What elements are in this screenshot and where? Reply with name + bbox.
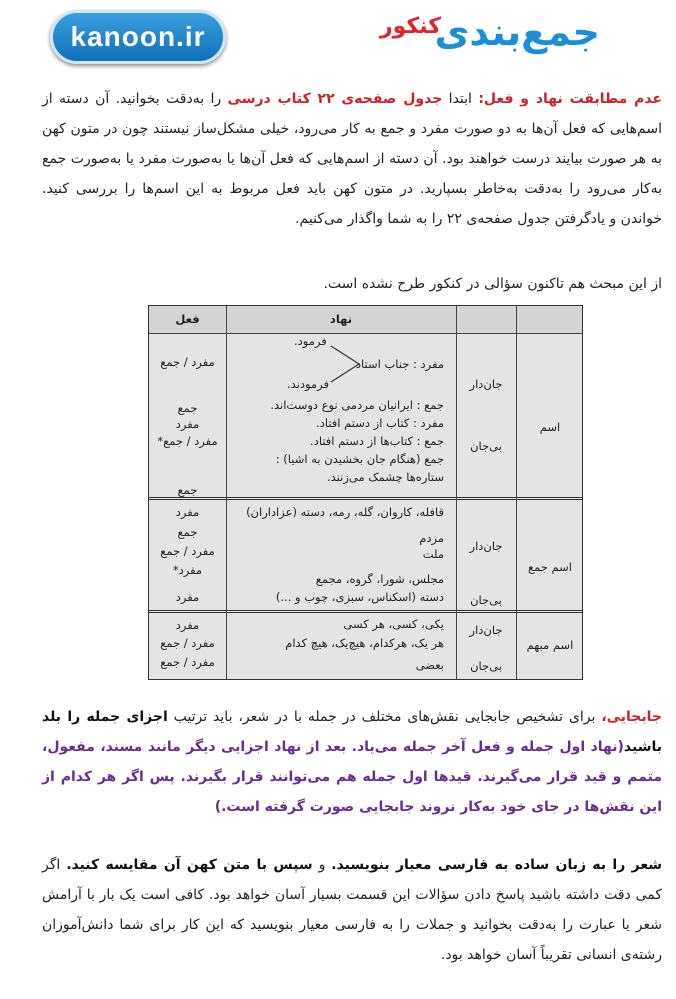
verb-cell: مفرد / جمع <box>160 544 215 558</box>
nahad-line: مردم <box>419 531 444 545</box>
agreement-table <box>148 305 583 680</box>
nahad-line: بعضی <box>415 658 444 672</box>
nahad-line: هر یک، هرکدام، هیچ‌یک، هیچ کدام <box>285 636 444 650</box>
heading-text: جابجایی، <box>601 709 663 725</box>
nahad-line: فرمودند. <box>287 377 329 391</box>
verb-cell: مفرد <box>175 417 200 431</box>
text: برای تشخیص جابجایی نقش‌های مختلف در جمله با در شعر، باید ترتیب <box>167 709 602 725</box>
nahad-line: دسته (اسکناس، سبزی، چوب و ...) <box>275 590 444 604</box>
nahad-line: مجلس، شورا، گروه، مجمع <box>315 572 444 586</box>
verb-cell: مفرد <box>175 618 200 632</box>
verb-cell: جمع <box>177 483 198 497</box>
bold-text: اجزای جمله را بلد باشید <box>42 709 662 755</box>
header-nahad: نهاد <box>329 312 353 326</box>
paragraph-displacement <box>42 702 662 822</box>
brand-main: جمع‌بندی <box>434 10 600 54</box>
brand-accent: کنکور <box>380 14 442 39</box>
verb-cell: جمع <box>177 401 198 415</box>
header-fil: فعل <box>175 312 200 326</box>
inanimate-label: بی‌جان <box>470 439 502 453</box>
bold-text: شعر را به زبان ساده به فارسی معیار بنویسید. <box>331 857 662 873</box>
verb-cell: مفرد / جمع <box>160 355 215 369</box>
nahad-line: فرمود. <box>294 334 327 348</box>
paragraph-paraphrase <box>42 850 662 970</box>
brand-title <box>380 6 610 66</box>
text: را به‌دقت بخوانید. آن دسته از اسم‌هایی که فعل آن‌ها به دو صورت مفرد و جمع به کار می‌رود، خیلی مشکل‌ساز نیستند چون در متون کهن به هر صورت بیایند درست خواهند بود. آن دسته از اسم‌هایی که فعل آن‌ها یا به‌صورت مفرد یا به‌صورت جمع به‌کار می‌رود را به‌دقت به‌خاطر بسپارید. در متون کهن باید فعل مربوط به این اسم‌ها را بررسی کنید. خواندن و یادگرفتن جدول صفحه‌ی ۲۲ را به شما واگذار می‌کنیم. <box>42 91 662 227</box>
animate-label: جان‌دار <box>469 377 503 391</box>
verb-cell: مفرد / جمع <box>160 655 215 669</box>
verb-cell: مفرد <box>175 505 200 519</box>
text: اگر کمی دقت داشته باشید پاسخ دادن سؤالات این قسمت بسیار آسان خواهد بود. کافی است یک بار با آرامش شعر یا عبارت را به‌دقت بخوانید و جملات را به فارسی معیار بنویسید که این کار برای شما دانش‌آموزان رشته‌ی انسانی تقریباً آسان خواهد بود. <box>42 857 662 963</box>
animate-label: جان‌دار <box>469 539 503 553</box>
nahad-line: ملت <box>422 547 444 561</box>
text: و <box>312 857 332 873</box>
paragraph-note: از این مبحث هم تاکنون سؤالی در کنکور طرح نشده است. <box>323 276 662 292</box>
purple-text: (نهاد اول جمله و فعل آخر جمله می‌یاد. بعد از نهاد اجزایی دیگر مانند مسند، مفعول، متمم و قید قرار می‌گیرند. قیدها اول جمله هم می‌توانند قرار بگیرند. پس اگر هر کدام از این نقش‌ها در جای خود به‌کار نروند جابجایی صورت گرفته است.) <box>42 739 662 815</box>
nahad-line: جمع (هنگام جان بخشیدن به اشیا) : <box>275 452 444 466</box>
inanimate-label: بی‌جان <box>470 659 502 673</box>
verb-cell: مفرد* <box>172 563 203 577</box>
verb-cell: مفرد <box>175 590 200 604</box>
animate-label: جان‌دار <box>469 623 503 637</box>
highlight-text: جدول صفحه‌ی ۲۲ کتاب درسی <box>227 91 443 107</box>
inanimate-label: بی‌جان <box>470 593 502 607</box>
nahad-line: مفرد : کتاب از دستم افتاد. <box>316 416 444 430</box>
bracket-icon <box>329 344 369 384</box>
nahad-line: مفرد : جناب استاد <box>355 357 444 371</box>
nahad-line: یکی، کسی، هر کسی <box>343 617 444 631</box>
bold-text: سپس با متن کهن آن مقایسه کنید. <box>66 857 313 873</box>
kanoon-logo: kanoon.ir <box>50 10 226 64</box>
row-category: اسم جمع <box>527 560 573 574</box>
nahad-line: قافله، کاروان، گله، رمه، دسته (عزاداران) <box>246 505 444 519</box>
row-category: اسم مبهم <box>526 638 574 652</box>
nahad-line: جمع : ایرانیان مردمی نوع دوست‌اند. <box>270 398 444 412</box>
heading-text: عدم مطابقت نهاد و فعل: <box>478 91 663 107</box>
verb-cell: مفرد / جمع <box>160 636 215 650</box>
paragraph-subject-verb-agreement <box>42 84 662 234</box>
verb-cell: جمع <box>177 525 198 539</box>
text: ابتدا <box>442 91 479 107</box>
verb-cell: مفرد / جمع* <box>157 434 218 448</box>
nahad-line: ستاره‌ها چشمک می‌زنند. <box>326 470 444 484</box>
nahad-line: جمع : کتاب‌ها از دستم افتاد. <box>310 434 444 448</box>
row-category: اسم <box>539 420 561 434</box>
